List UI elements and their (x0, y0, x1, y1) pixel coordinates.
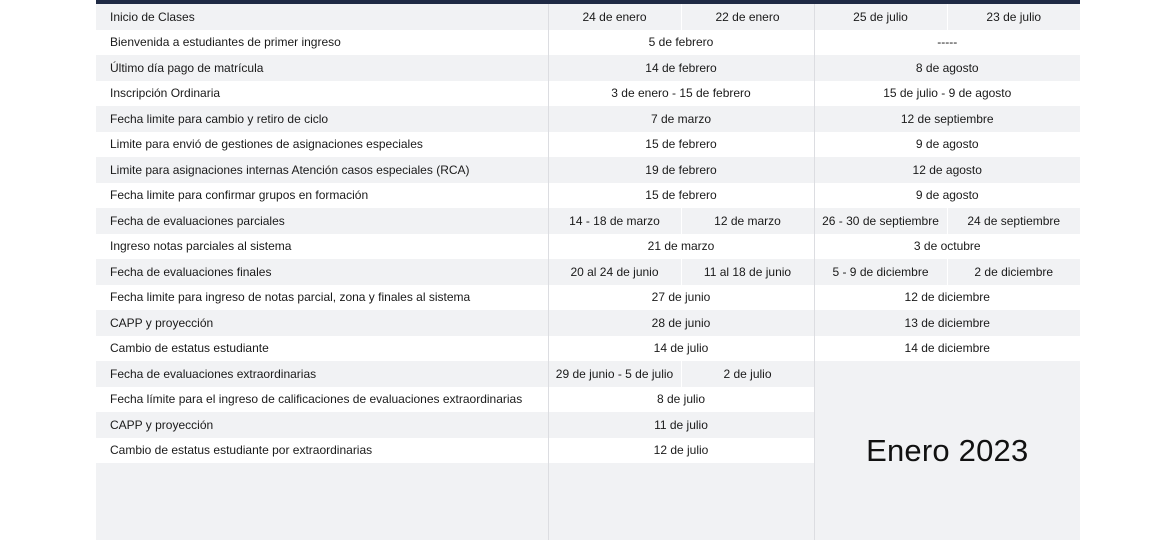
semester2-date-cell: 12 de agosto (814, 157, 1080, 183)
table-row (96, 30, 1080, 56)
semester1-date-cell: 27 de junio (548, 285, 814, 311)
semester2-date-cell: 12 de septiembre (814, 106, 1080, 132)
calendar-table-wrapper (96, 0, 1080, 540)
semester2-date-cell: 8 de agosto (814, 55, 1080, 81)
activity-cell: CAPP y proyección (96, 310, 548, 336)
activity-cell: CAPP y proyección (96, 412, 548, 438)
semester2-date-cell: 26 - 30 de septiembre (814, 208, 947, 234)
table-row (96, 310, 1080, 336)
semester1-date-cell: 19 de febrero (548, 157, 814, 183)
semester1-date-cell: 15 de febrero (548, 183, 814, 209)
activity-cell: Último día pago de matrícula (96, 55, 548, 81)
table-row (96, 4, 1080, 30)
semester1-date-cell: 7 de marzo (548, 106, 814, 132)
semester2-date-cell: 15 de julio - 9 de agosto (814, 81, 1080, 107)
activity-cell: Ingreso notas parciales al sistema (96, 234, 548, 260)
semester2-date-cell: 14 de diciembre (814, 336, 1080, 362)
activity-cell: Fecha de evaluaciones parciales (96, 208, 548, 234)
academic-calendar-table (96, 4, 1080, 540)
semester2-date-cell: 25 de julio (814, 4, 947, 30)
semester1-date-cell: 3 de enero - 15 de febrero (548, 81, 814, 107)
table-row (96, 132, 1080, 158)
semester2-date-cell: 12 de diciembre (814, 285, 1080, 311)
table-row (96, 285, 1080, 311)
semester2-date-cell: ----- (814, 30, 1080, 56)
activity-cell: Limite para asignaciones internas Atención casos especiales (RCA) (96, 157, 548, 183)
table-row (96, 157, 1080, 183)
semester1-date-cell: 14 - 18 de marzo (548, 208, 681, 234)
semester1-date-cell: 20 al 24 de junio (548, 259, 681, 285)
activity-cell (96, 463, 548, 489)
activity-cell: Fecha limite para ingreso de notas parcial, zona y finales al sistema (96, 285, 548, 311)
activity-cell: Fecha límite para el ingreso de calificaciones de evaluaciones extraordinarias (96, 387, 548, 413)
semester1-date-cell: 8 de julio (548, 387, 814, 413)
table-row (96, 361, 1080, 387)
semester1-date-cell: 11 de julio (548, 412, 814, 438)
semester1-date-cell: 14 de julio (548, 336, 814, 362)
semester1-date-cell: 2 de julio (681, 361, 814, 387)
table-row (96, 55, 1080, 81)
semester1-date-cell (548, 489, 814, 515)
semester1-date-cell: 28 de junio (548, 310, 814, 336)
semester1-date-cell (548, 463, 814, 489)
semester1-date-cell: 12 de julio (548, 438, 814, 464)
table-row (96, 183, 1080, 209)
table-row (96, 234, 1080, 260)
semester1-date-cell: 24 de enero (548, 4, 681, 30)
semester1-date-cell: 29 de junio - 5 de julio (548, 361, 681, 387)
activity-cell (96, 489, 548, 515)
semester1-date-cell: 11 al 18 de junio (681, 259, 814, 285)
semester2-date-cell: 9 de agosto (814, 132, 1080, 158)
table-row (96, 106, 1080, 132)
activity-cell: Fecha limite para confirmar grupos en formación (96, 183, 548, 209)
semester1-date-cell: 22 de enero (681, 4, 814, 30)
activity-cell: Inscripción Ordinaria (96, 81, 548, 107)
activity-cell: Cambio de estatus estudiante por extraordinarias (96, 438, 548, 464)
semester2-date-cell: 24 de septiembre (947, 208, 1080, 234)
semester1-date-cell: 21 de marzo (548, 234, 814, 260)
activity-cell: Inicio de Clases (96, 4, 548, 30)
activity-cell: Fecha de evaluaciones finales (96, 259, 548, 285)
semester2-date-cell: 2 de diciembre (947, 259, 1080, 285)
semester2-date-cell: 23 de julio (947, 4, 1080, 30)
activity-cell: Fecha limite para cambio y retiro de ciclo (96, 106, 548, 132)
semester1-date-cell: 14 de febrero (548, 55, 814, 81)
activity-cell: Limite para envió de gestiones de asignaciones especiales (96, 132, 548, 158)
year-mark: Enero 2023 (866, 432, 1029, 468)
semester2-date-cell: 5 - 9 de diciembre (814, 259, 947, 285)
table-row (96, 81, 1080, 107)
table-row (96, 259, 1080, 285)
semester1-date-cell: 5 de febrero (548, 30, 814, 56)
semester1-date-cell: 15 de febrero (548, 132, 814, 158)
activity-cell: Cambio de estatus estudiante (96, 336, 548, 362)
semester1-date-cell: 12 de marzo (681, 208, 814, 234)
semester2-date-cell: 3 de octubre (814, 234, 1080, 260)
year-mark-cell (814, 361, 1080, 540)
table-row (96, 336, 1080, 362)
table-row (96, 208, 1080, 234)
activity-cell: Fecha de evaluaciones extraordinarias (96, 361, 548, 387)
activity-cell: Bienvenida a estudiantes de primer ingreso (96, 30, 548, 56)
semester2-date-cell: 13 de diciembre (814, 310, 1080, 336)
semester2-date-cell: 9 de agosto (814, 183, 1080, 209)
